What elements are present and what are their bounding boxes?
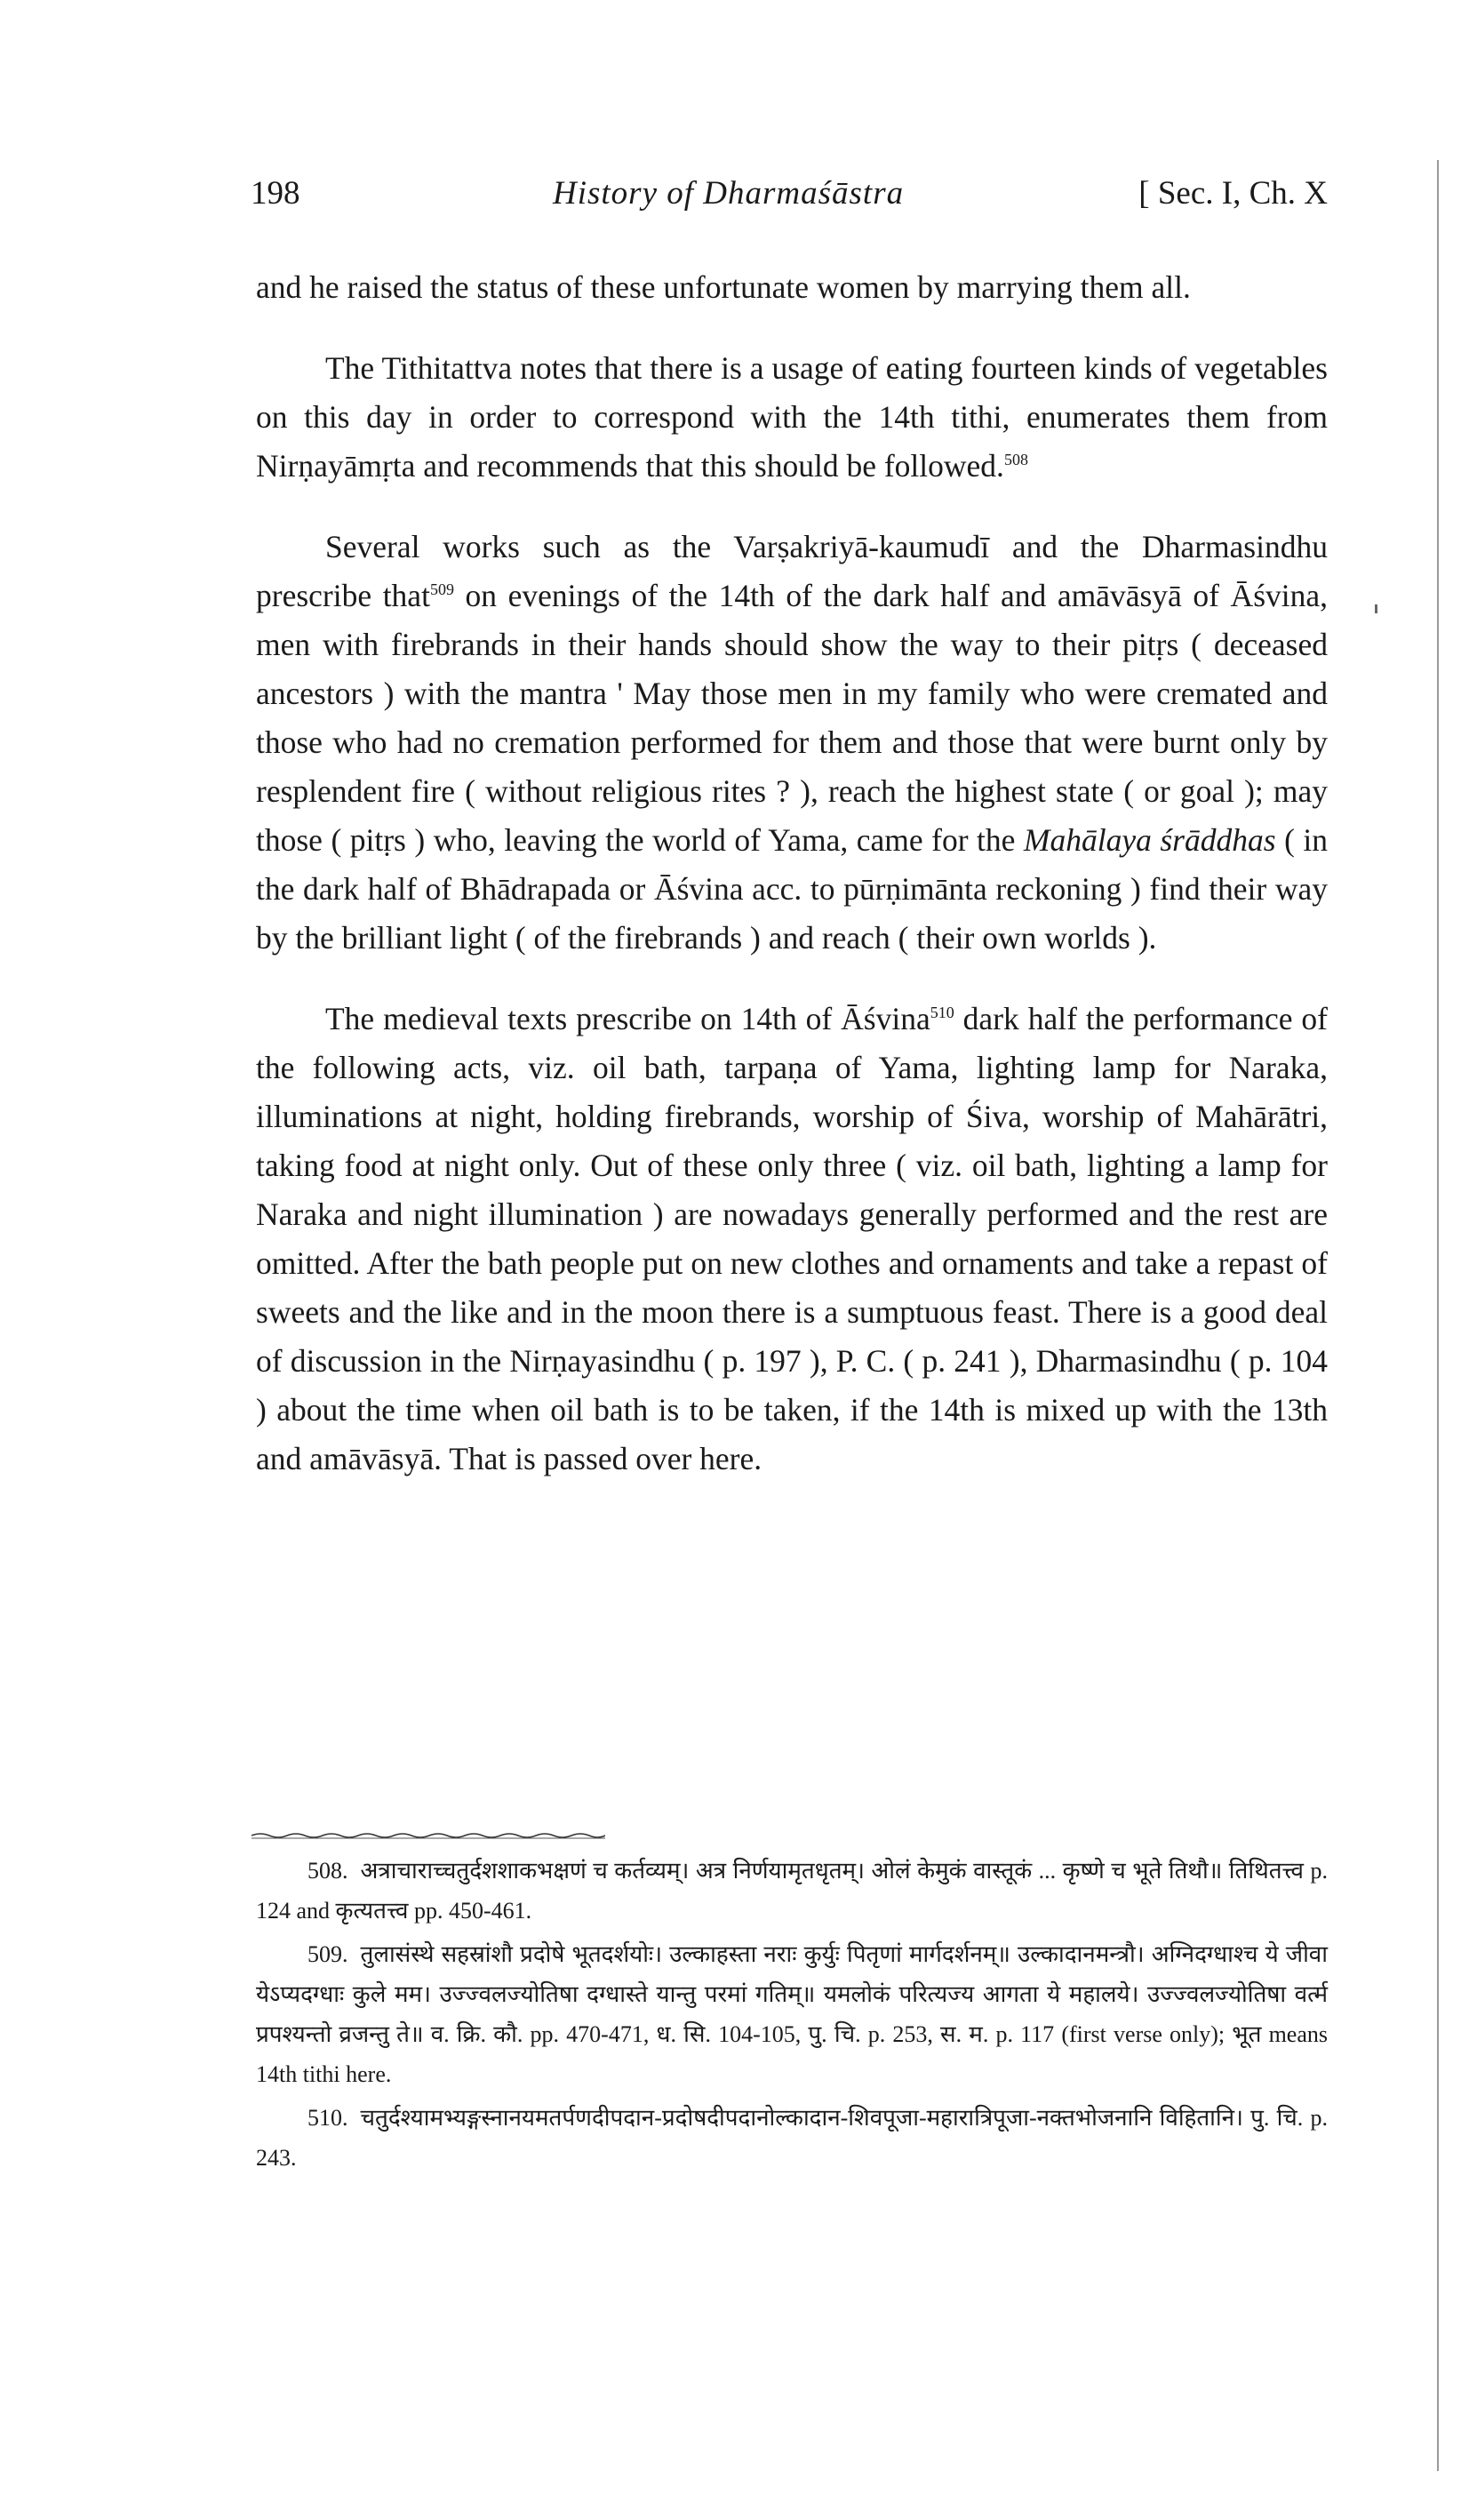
section-reference: [ Sec. I, Ch. X	[1138, 175, 1328, 212]
page-edge-rule	[1437, 160, 1439, 2471]
footnote-ref-509[interactable]: 509	[429, 580, 454, 599]
running-title: History of Dharmaśāstra	[553, 175, 905, 212]
main-text	[256, 263, 1328, 1484]
paragraph-continuation: and he raised the status of these unfortunate women by marrying them all.	[256, 269, 1191, 305]
paragraph-tithitattva: The Tithitattva notes that there is a usage of eating fourteen kinds of vegetables on this day in order to correspond with the 14th tithi, enumerates them from Nirṇayāmṛta and recommends that this should be followed.$^{508}$	[256, 350, 1328, 484]
footnote-separator	[251, 1831, 605, 1840]
paragraph-medieval-texts: The medieval texts prescribe on 14th of Āśvina$^{510}$ dark half the performance of the following acts, viz. oil bath, tarpaṇa of Yama, lighting lamp for Naraka, illuminations at night, holding firebrands, worship of Śiva, worship of Mahārātri, taking food at night only. Out of these only three ( viz. oil bath, lighting a lamp for Naraka and night illumination ) are nowadays generally performed and the rest are omitted. After the bath people put on new clothes and ornaments and take a repast of sweets and the like and in the moon there is a sumptuous feast. There is a good deal of discussion in the Nirṇayasindhu ( p. 197 ), P. C. ( p. 241 ), Dharmasindhu ( p. 104 ) about the time when oil bath is to be taken, if the 14th is mixed up with the 13th and amāvāsyā. That is passed over here.	[256, 1001, 1328, 1476]
margin-mark	[1375, 604, 1377, 613]
footnote-510: 510. चतुर्दश्यामभ्यङ्गस्नानयमतर्पणदीपदान-प्रदोषदीपदानोल्कादान-शिवपूजा-महारात्रिपूजा-नक्तभोजनानि विहितानि। पु. चि. p. 243.	[256, 2105, 1328, 2171]
footnotes	[256, 1851, 1328, 2181]
footnote-509: 509. तुलासंस्थे सहस्रांशौ प्रदोषे भूतदर्शयोः। उल्काहस्ता नराः कुर्युः पितृणां मार्गदर्शनम्॥ उल्कादानमन्त्रौ। अग्निदग्धाश्च ये जीवा येऽप्यदग्धाः कुले मम। उज्ज्वलज्योतिषा दग्धास्ते यान्तु परमां गतिम्॥ यमलोकं परित्यज्य आगता ये महालये। उज्ज्वलज्योतिषा वर्त्म प्रपश्यन्तो व्रजन्तु ते॥ व. क्रि. कौ. pp. 470-471, ध. सि. 104-105, पु. चि. p. 253, स. म. p. 117 (first verse only); भूत means 14th tithi here.	[256, 1941, 1328, 2087]
footnote-ref-508[interactable]: 508	[1003, 451, 1028, 469]
italic-term: Mahālaya śrāddhas	[1023, 822, 1276, 858]
running-header	[251, 174, 1328, 228]
footnote-508: 508. अत्राचाराच्चतुर्दशशाकभक्षणं च कर्तव्यम्। अत्र निर्णयामृतधृतम्। ओलं केमुकं वास्तूकं ... कृष्णे च भूते तिथौ॥ तिथितत्त्व p. 124 and कृत्यतत्त्व pp. 450-461.	[256, 1858, 1328, 1924]
paragraph-firebrands: Several works such as the Varṣakriyā-kaumudī and the Dharmasindhu prescribe that$^{509}$ on evenings of the 14th of the dark half and amāvāsyā of Āśvina, men with firebrands in their hands should show the way to their pitṛs ( deceased ancestors ) with the mantra ' May those men in my family who were cremated and those who had no cremation performed for them and those that were burnt only by resplendent fire ( without religious rites ? ), reach the highest state ( or goal ); may those ( pitṛs ) who, leaving the world of Yama, came for the Mahālaya śrāddhas ( in the dark half of Bhādrapada or Āśvina acc. to pūrṇimānta reckoning ) find their way by the brilliant light ( of the firebrands ) and reach ( their own worlds ).	[256, 529, 1329, 956]
footnote-ref-510[interactable]: 510	[930, 1004, 954, 1022]
page-number: 198	[251, 175, 300, 212]
